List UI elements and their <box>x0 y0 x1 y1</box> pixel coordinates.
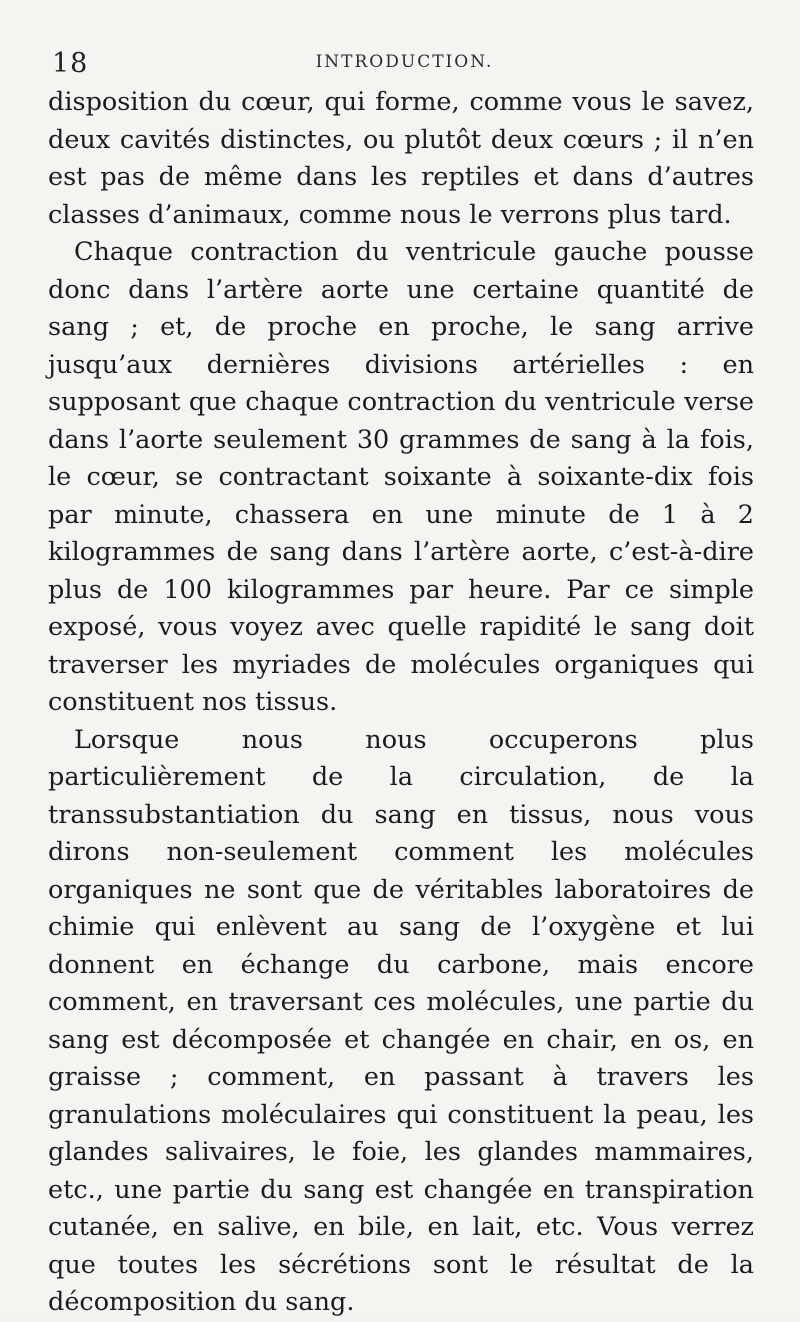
running-head: INTRODUCTION. <box>315 52 494 72</box>
paragraph-1: disposition du cœur, qui forme, comme vous le savez, deux cavités distinctes, ou plutôt deux cœurs ; il n’en est pas de même dans les reptiles et dans d’autres classes d’animaux, comme nous le verrons plus tard. <box>48 87 754 230</box>
page-header <box>52 48 757 80</box>
body-text <box>48 84 754 1322</box>
paragraph-2: Chaque contraction du ventricule gauche pousse donc dans l’artère aorte une certaine quantité de sang ; et, de proche en proche, le sang arrive jusqu’aux dernières divisions artérielles : en supposant que chaque contraction du ventricule verse dans l’aorte seulement 30 grammes de sang à la fois, le cœur, se contractant soixante à soixante-dix fois par minute, chassera en une minute de 1 à 2 kilogrammes de sang dans l’artère aorte, c’est-à-dire plus de 100 kilogrammes par heure. Par ce simple exposé, vous voyez avec quelle rapidité le sang doit traverser les myriades de molécules organiques qui constituent nos tissus. <box>48 237 754 717</box>
paragraph-3: Lorsque nous nous occuperons plus particulièrement de la circulation, de la transsubstantiation du sang en tissus, nous vous dirons non-seulement comment les molécules organiques ne sont que de véritables laboratoires de chimie qui enlèvent au sang de l’oxygène et lui donnent en échange du carbone, mais encore comment, en traversant ces molécules, une partie du sang est décomposée et changée en chair, en os, en graisse ; comment, en passant à travers les granulations moléculaires qui constituent la peau, les glandes salivaires, le foie, les glandes mammaires, etc., une partie du sang est changée en transpiration cutanée, en salive, en bile, en lait, etc. Vous verrez que toutes les sécrétions sont le résultat de la décomposition du sang. <box>48 724 754 1317</box>
page-number: 18 <box>52 48 89 79</box>
